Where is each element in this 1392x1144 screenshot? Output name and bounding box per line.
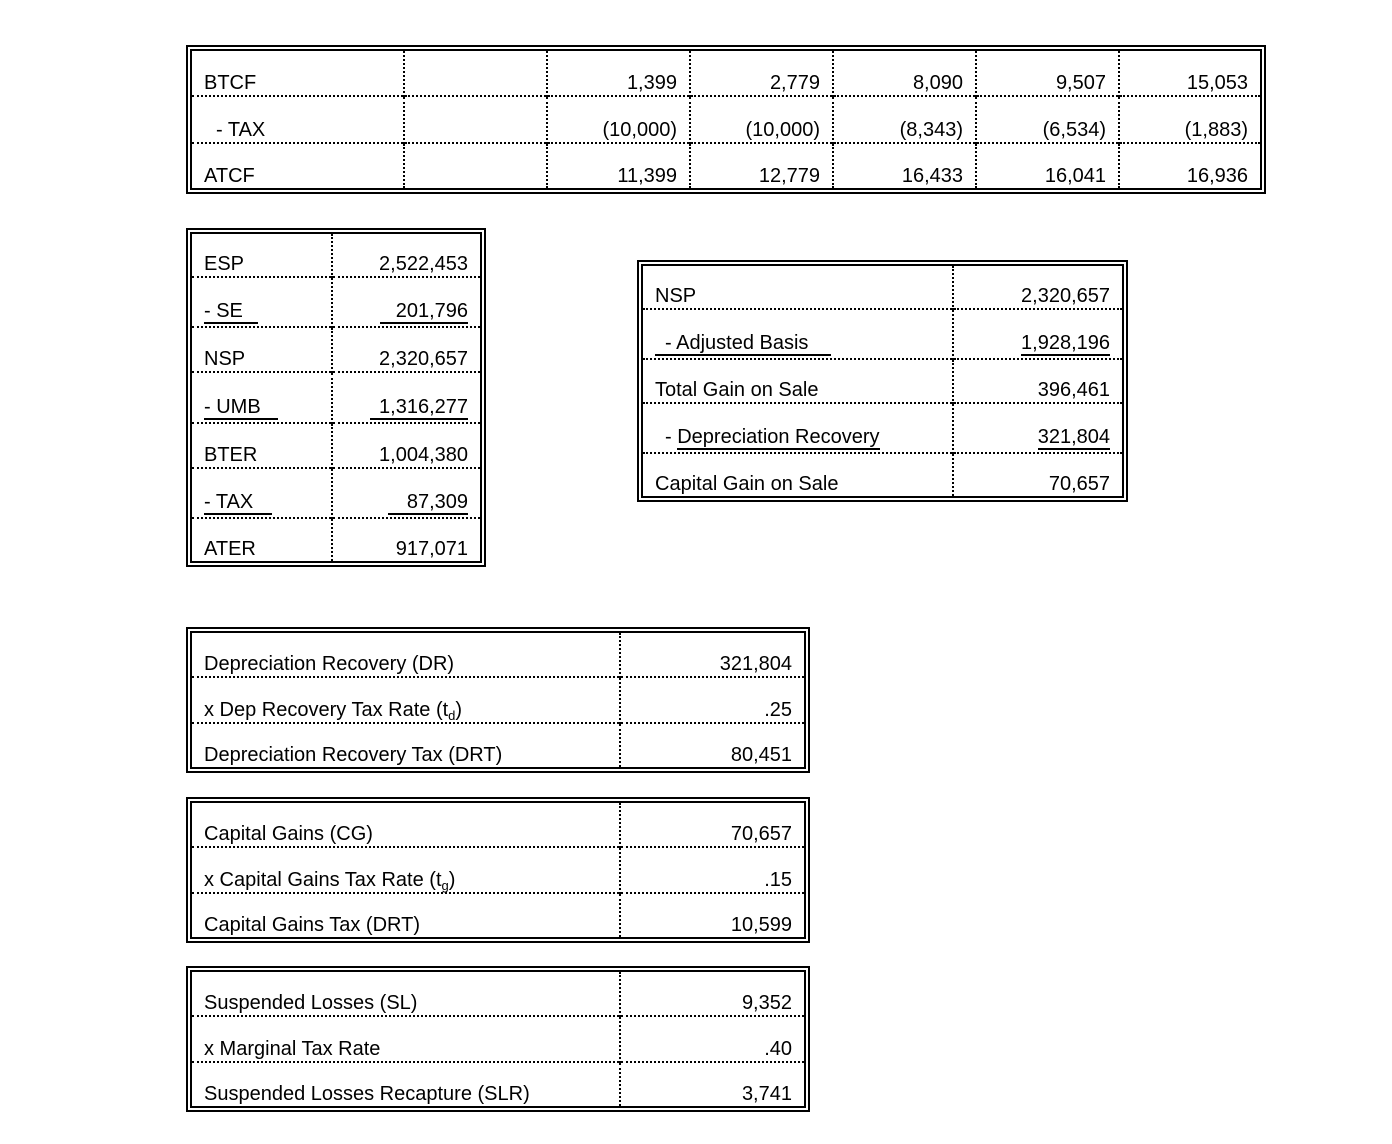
table-row — [192, 423, 480, 468]
cell: 3,741 — [620, 1062, 804, 1106]
table-row — [192, 143, 1260, 188]
row-label: NSP — [192, 327, 332, 372]
cell — [332, 468, 480, 518]
table-row — [643, 266, 1122, 309]
cell — [332, 277, 480, 327]
value-text: 87,309 — [388, 492, 468, 515]
reversion-table — [186, 228, 486, 567]
label-text: Depreciation Recovery — [677, 426, 880, 449]
cell: 2,522,453 — [332, 234, 480, 277]
cell — [953, 403, 1122, 453]
cell: (10,000) — [547, 96, 690, 143]
cell: 1,399 — [547, 51, 690, 96]
cell: 15,053 — [1119, 51, 1260, 96]
row-label: x Marginal Tax Rate — [192, 1016, 620, 1062]
table-row — [192, 327, 480, 372]
value-text: 201,796 — [380, 301, 468, 324]
cell: (1,883) — [1119, 96, 1260, 143]
table-row — [192, 723, 804, 767]
cell: (8,343) — [833, 96, 976, 143]
row-label — [643, 309, 953, 359]
cell: 70,657 — [620, 803, 804, 847]
row-label: Depreciation Recovery Tax (DRT) — [192, 723, 620, 767]
gain-on-sale-table — [637, 260, 1128, 502]
label-subscript: d — [448, 707, 456, 723]
table-row — [643, 309, 1122, 359]
table-row — [192, 518, 480, 561]
table-row — [643, 359, 1122, 404]
cell: 9,507 — [976, 51, 1119, 96]
table-row — [192, 893, 804, 937]
row-label: Capital Gain on Sale — [643, 453, 953, 496]
label-text: - Adjusted Basis — [655, 333, 831, 356]
cell: 10,599 — [620, 893, 804, 937]
table-row — [192, 372, 480, 422]
table-row — [192, 972, 804, 1016]
table-row — [643, 453, 1122, 496]
value-text: 1,316,277 — [370, 397, 468, 420]
cell: 80,451 — [620, 723, 804, 767]
row-label — [643, 403, 953, 453]
table-row — [192, 1062, 804, 1106]
cell: (10,000) — [690, 96, 833, 143]
row-label — [192, 677, 620, 723]
label-text: x Dep Recovery Tax Rate (t — [204, 698, 449, 721]
cell — [404, 143, 547, 188]
label-prefix: - — [665, 426, 678, 449]
table-row — [192, 633, 804, 677]
row-label: NSP — [655, 284, 697, 307]
row-label — [192, 372, 332, 422]
cell: 70,657 — [953, 453, 1122, 496]
label-subscript: g — [441, 877, 449, 893]
label-text: x Capital Gains Tax Rate (t — [204, 868, 442, 891]
cell: 9,352 — [620, 972, 804, 1016]
cell: .15 — [620, 847, 804, 893]
row-label: Suspended Losses (SL) — [204, 992, 418, 1015]
label-tail: ) — [455, 698, 463, 721]
depreciation-recovery-tax-table — [186, 627, 810, 773]
cashflow-table — [186, 45, 1266, 194]
cell: 16,936 — [1119, 143, 1260, 188]
cell: 16,041 — [976, 143, 1119, 188]
value-text: 1,928,196 — [1021, 331, 1110, 354]
cell: 16,433 — [833, 143, 976, 188]
cell: 2,320,657 — [332, 327, 480, 372]
row-label — [192, 277, 332, 327]
row-label: - TAX — [192, 96, 404, 143]
cell: .40 — [620, 1016, 804, 1062]
table-row — [192, 277, 480, 327]
row-label: BTER — [192, 423, 332, 468]
row-label: ATCF — [192, 143, 404, 188]
row-label: ATER — [192, 518, 332, 561]
row-label: Capital Gains Tax (DRT) — [192, 893, 620, 937]
row-label: ESP — [204, 252, 245, 275]
table-row — [643, 403, 1122, 453]
cell: .25 — [620, 677, 804, 723]
capital-gains-tax-table — [186, 797, 810, 943]
row-label: BTCF — [204, 72, 257, 94]
row-label: Total Gain on Sale — [643, 359, 953, 404]
label-text: - TAX — [204, 492, 272, 515]
table-row — [192, 468, 480, 518]
table-row — [192, 51, 1260, 96]
cell: 8,090 — [833, 51, 976, 96]
cell: (6,534) — [976, 96, 1119, 143]
cell — [332, 372, 480, 422]
cell: 917,071 — [332, 518, 480, 561]
row-label: Suspended Losses Recapture (SLR) — [192, 1062, 620, 1106]
row-label: Depreciation Recovery (DR) — [204, 653, 455, 676]
cell: 12,779 — [690, 143, 833, 188]
cell — [404, 51, 547, 96]
label-text: - UMB — [204, 397, 278, 420]
table-row — [192, 677, 804, 723]
cell: 396,461 — [953, 359, 1122, 404]
suspended-losses-table — [186, 966, 810, 1112]
table-row — [192, 1016, 804, 1062]
table-row — [192, 234, 480, 277]
label-tail: ) — [448, 868, 456, 891]
cell: 11,399 — [547, 143, 690, 188]
cell: 2,779 — [690, 51, 833, 96]
row-label: Capital Gains (CG) — [204, 823, 373, 846]
cell — [953, 309, 1122, 359]
value-text: 321,804 — [1037, 426, 1110, 449]
row-label — [192, 847, 620, 893]
table-row — [192, 803, 804, 847]
cell: 1,004,380 — [332, 423, 480, 468]
table-row — [192, 847, 804, 893]
row-label — [192, 468, 332, 518]
cell: 2,320,657 — [953, 266, 1122, 309]
table-row — [192, 96, 1260, 143]
label-text: - SE — [204, 301, 258, 324]
cell: 321,804 — [620, 633, 804, 677]
cell — [404, 96, 547, 143]
